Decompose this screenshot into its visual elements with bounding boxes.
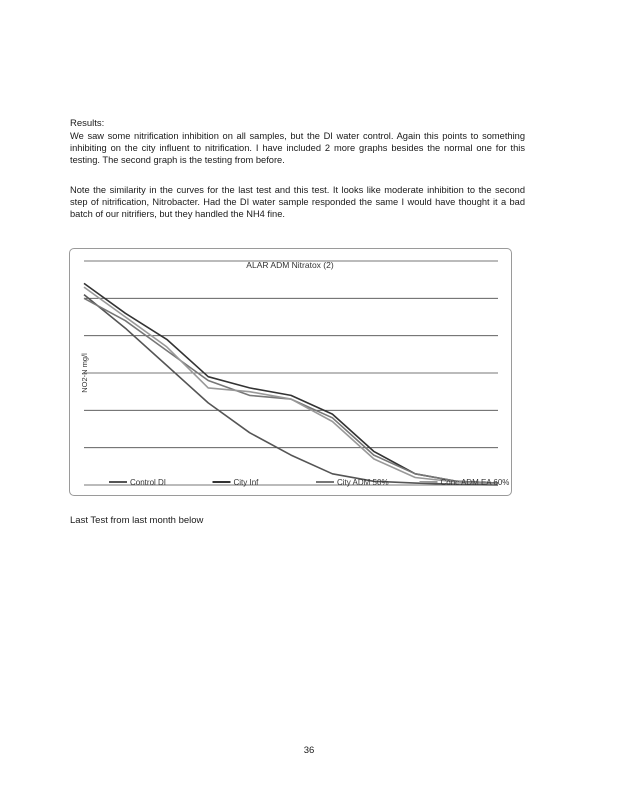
legend-label-3: City ADM 50% xyxy=(337,478,389,487)
chart-legend xyxy=(109,478,509,487)
series-line-1 xyxy=(84,295,498,485)
legend-label-2: City Inf xyxy=(233,478,259,487)
series-line-2 xyxy=(84,283,498,483)
legend-label-1: Control DI xyxy=(130,478,167,487)
results-paragraph-2: Note the similarity in the curves for the last test and this test. It looks like moderate inhibition to the second step of nitrification, Nitrobacter. Had the DI water sample responded the same I would have thought it a bad batch of our nitrifiers, but they handled the NH4 fine. xyxy=(70,185,525,219)
results-heading: Results: xyxy=(70,118,105,129)
chart-gridlines xyxy=(84,261,498,485)
nitratox-chart xyxy=(69,248,512,496)
results-paragraph-1: We saw some nitrification inhibition on all samples, but the DI water control. Again this points to something inhibiting on the city influent to nitrification. I have included 2 more graphs besides the normal one for this testing. The second graph is the testing from before. xyxy=(70,131,525,165)
chart-series xyxy=(84,283,498,485)
nitratox-chart-svg xyxy=(70,249,511,495)
chart-y-axis-label: NO2-N mg/l xyxy=(80,353,89,393)
chart-title: ALAR ADM Nitratox (2) xyxy=(246,260,334,270)
last-test-caption: Last Test from last month below xyxy=(70,515,204,526)
page-number: 36 xyxy=(303,745,315,756)
legend-label-4: Conc ADM EA 60% xyxy=(440,478,510,487)
